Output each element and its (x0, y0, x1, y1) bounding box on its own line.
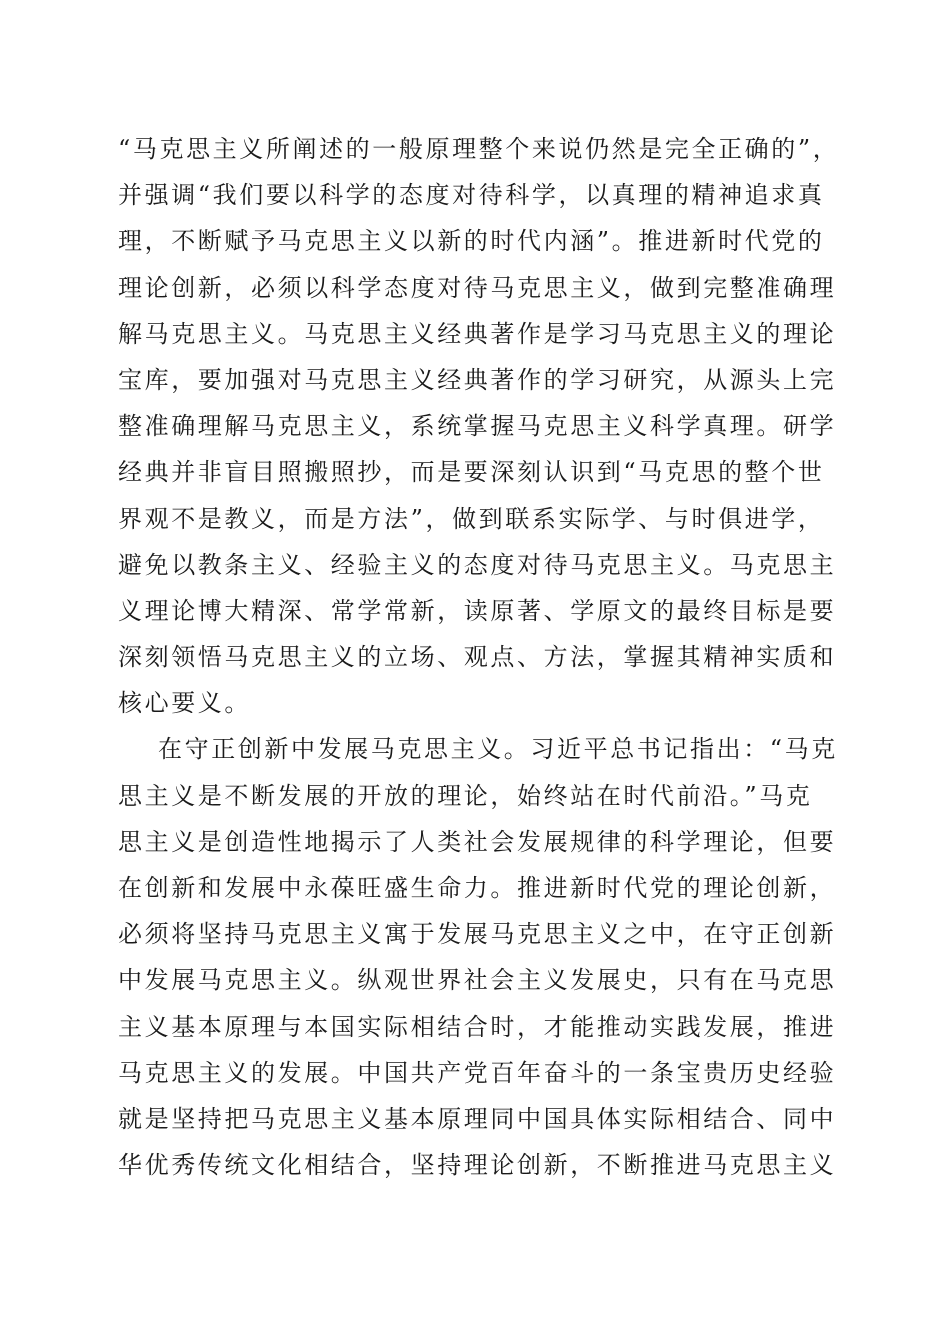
document-body (118, 126, 838, 1188)
paragraph-line: 马克思主义的发展。中国共产党百年奋斗的一条宝贵历史经验 (118, 1058, 837, 1087)
paragraph-line: 思主义是不断发展的开放的理论，始终站在时代前沿。”马克 (118, 781, 813, 810)
paragraph-line: 界观不是教义，而是方法”，做到联系实际学、与时俱进学， (118, 504, 825, 533)
paragraph-line: 在守正创新中发展马克思主义。习近平总书记指出：“马克 (158, 735, 838, 764)
paragraph-line: 避免以教条主义、经验主义的态度对待马克思主义。马克思主 (118, 550, 837, 579)
paragraph-line: 深刻领悟马克思主义的立场、观点、方法，掌握其精神实质和 (118, 643, 837, 672)
paragraph-line: 经典并非盲目照搬照抄，而是要深刻认识到“马克思的整个世 (118, 458, 825, 487)
paragraph-1 (118, 126, 838, 726)
paragraph-line: 在创新和发展中永葆旺盛生命力。推进新时代党的理论创新， (118, 874, 837, 902)
paragraph-line: 理，不断赋予马克思主义以新的时代内涵”。推进新时代党的 (118, 227, 825, 256)
paragraph-line: 并强调“我们要以科学的态度对待科学，以真理的精神追求真 (118, 181, 825, 210)
paragraph-line: “马克思主义所阐述的一般原理整个来说仍然是完全正确的”， (118, 135, 840, 163)
paragraph-line: 思主义是创造性地揭示了人类社会发展规律的科学理论，但要 (118, 827, 837, 856)
paragraph-line: 主义基本原理与本国实际相结合时，才能推动实践发展，推进 (118, 1012, 837, 1041)
paragraph-line: 解马克思主义。马克思主义经典著作是学习马克思主义的理论 (118, 319, 837, 348)
paragraph-2 (118, 726, 838, 1188)
paragraph-line: 就是坚持把马克思主义基本原理同中国具体实际相结合、同中 (118, 1104, 837, 1133)
paragraph-line: 华优秀传统文化相结合，坚持理论创新，不断推进马克思主义 (118, 1151, 837, 1180)
paragraph-line: 整准确理解马克思主义，系统掌握马克思主义科学真理。研学 (118, 412, 837, 441)
paragraph-line: 核心要义。 (118, 689, 251, 718)
paragraph-line: 宝库，要加强对马克思主义经典著作的学习研究，从源头上完 (118, 365, 837, 394)
paragraph-line: 理论创新，必须以科学态度对待马克思主义，做到完整准确理 (118, 273, 837, 302)
paragraph-line: 必须将坚持马克思主义寓于发展马克思主义之中，在守正创新 (118, 920, 837, 949)
paragraph-line: 义理论博大精深、常学常新，读原著、学原文的最终目标是要 (118, 596, 837, 625)
paragraph-line: 中发展马克思主义。纵观世界社会主义发展史，只有在马克思 (118, 966, 837, 995)
